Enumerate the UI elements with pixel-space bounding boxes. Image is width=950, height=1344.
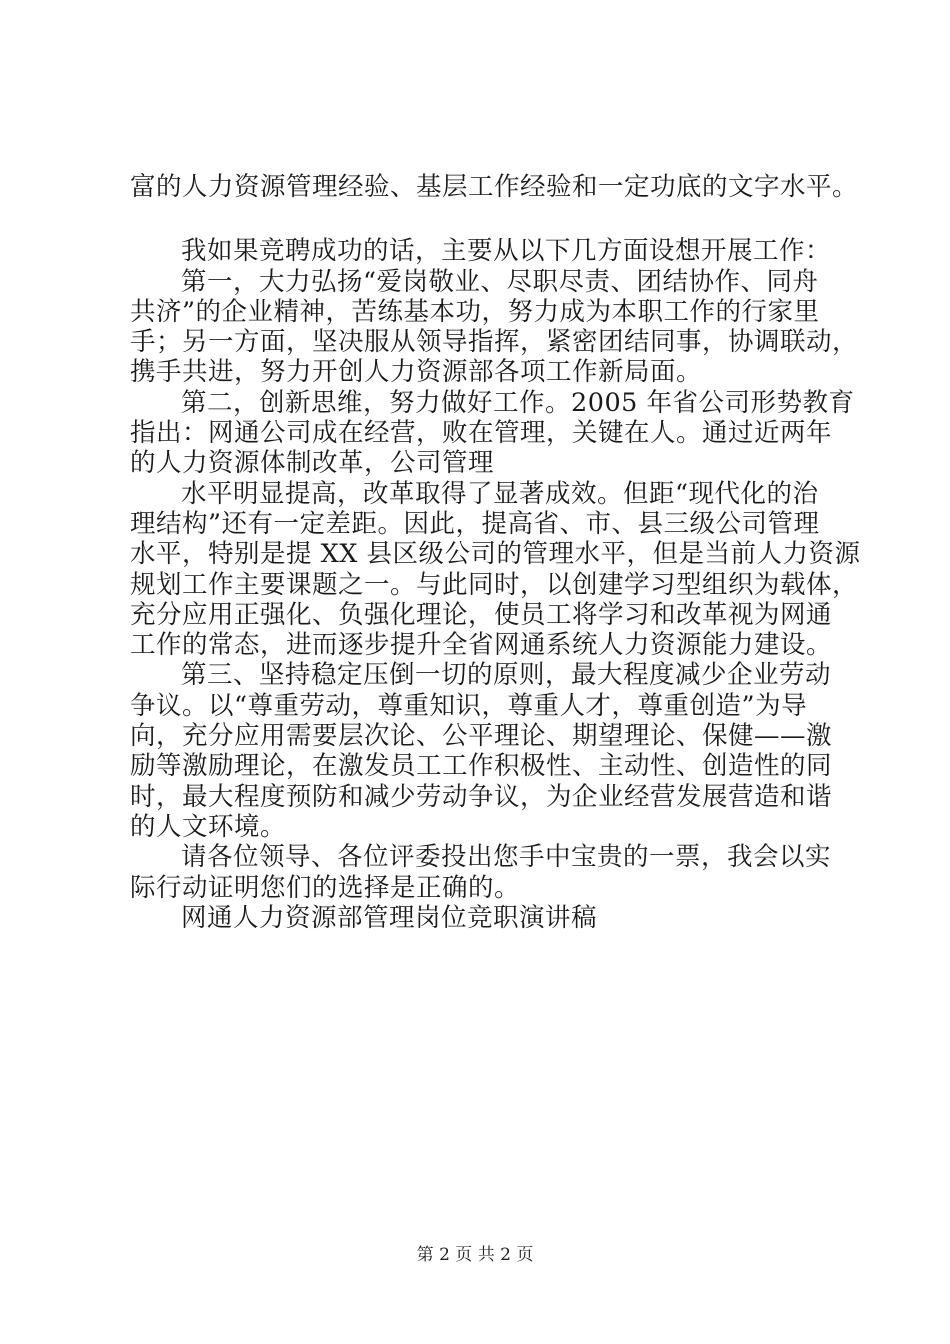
document-body — [130, 172, 865, 933]
text-line: 第二，创新思维，努力做好工作。2005 年省公司形势教育 — [181, 387, 855, 418]
text-line: 理结构”还有一定差距。因此，提高省、市、县三级公司管理 — [130, 508, 820, 539]
text-line: 水平明显提高，改革取得了显著成效。但距“现代化的治 — [181, 478, 819, 509]
text-line: 携手共进，努力开创人力资源部各项工作新局面。 — [130, 357, 703, 388]
text-line: 指出：网通公司成在经营，败在管理，关键在人。通过近两年 — [130, 418, 833, 449]
text-line: 工作的常态，进而逐步提升全省网通系统人力资源能力建设。 — [130, 630, 833, 661]
page-number: 第 2 页 共 2 页 — [416, 1245, 534, 1265]
text-line: 水平，特别是提 XX 县区级公司的管理水平，但是当前人力资源 — [130, 539, 861, 570]
text-line: 我如果竞聘成功的话，主要从以下几方面设想开展工作： — [181, 236, 832, 267]
text-line: 共济”的企业精神，苦练基本功，努力成为本职工作的行家里 — [130, 296, 820, 327]
page-footer — [0, 1244, 950, 1266]
text-line: 的人力资源体制改革，公司管理 — [130, 448, 495, 479]
text-line: 第一，大力弘扬“爱岗敬业、尽职尽责、团结协作、同舟 — [181, 266, 819, 297]
text-line: 规划工作主要课题之一。与此同时，以创建学习型组织为载体， — [130, 569, 859, 600]
text-line: 争议。以“尊重劳动，尊重知识，尊重人才，尊重创造”为导 — [130, 690, 808, 721]
text-line: 手；另一方面，坚决服从领导指挥，紧密团结同事，协调联动， — [130, 327, 859, 358]
document-title-line: 网通人力资源部管理岗位竞职演讲稿 — [181, 902, 598, 933]
text-line: 充分应用正强化、负强化理论，使员工将学习和改革视为网通 — [130, 599, 833, 630]
text-line: 第三、坚持稳定压倒一切的原则，最大程度减少企业劳动 — [181, 660, 832, 691]
text-line: 请各位领导、各位评委投出您手中宝贵的一票，我会以实 — [181, 842, 832, 873]
text-line: 励等激励理论，在激发员工工作积极性、主动性、创造性的同 — [130, 751, 833, 782]
text-line: 富的人力资源管理经验、基层工作经验和一定功底的文字水平。 — [130, 172, 859, 202]
text-line: 时，最大程度预防和减少劳动争议，为企业经营发展营造和谐 — [130, 781, 833, 812]
text-line: 向，充分应用需要层次论、公平理论、期望理论、保健——激 — [130, 721, 833, 752]
text-line: 际行动证明您们的选择是正确的。 — [130, 872, 521, 903]
text-line: 的人文环境。 — [130, 811, 287, 842]
